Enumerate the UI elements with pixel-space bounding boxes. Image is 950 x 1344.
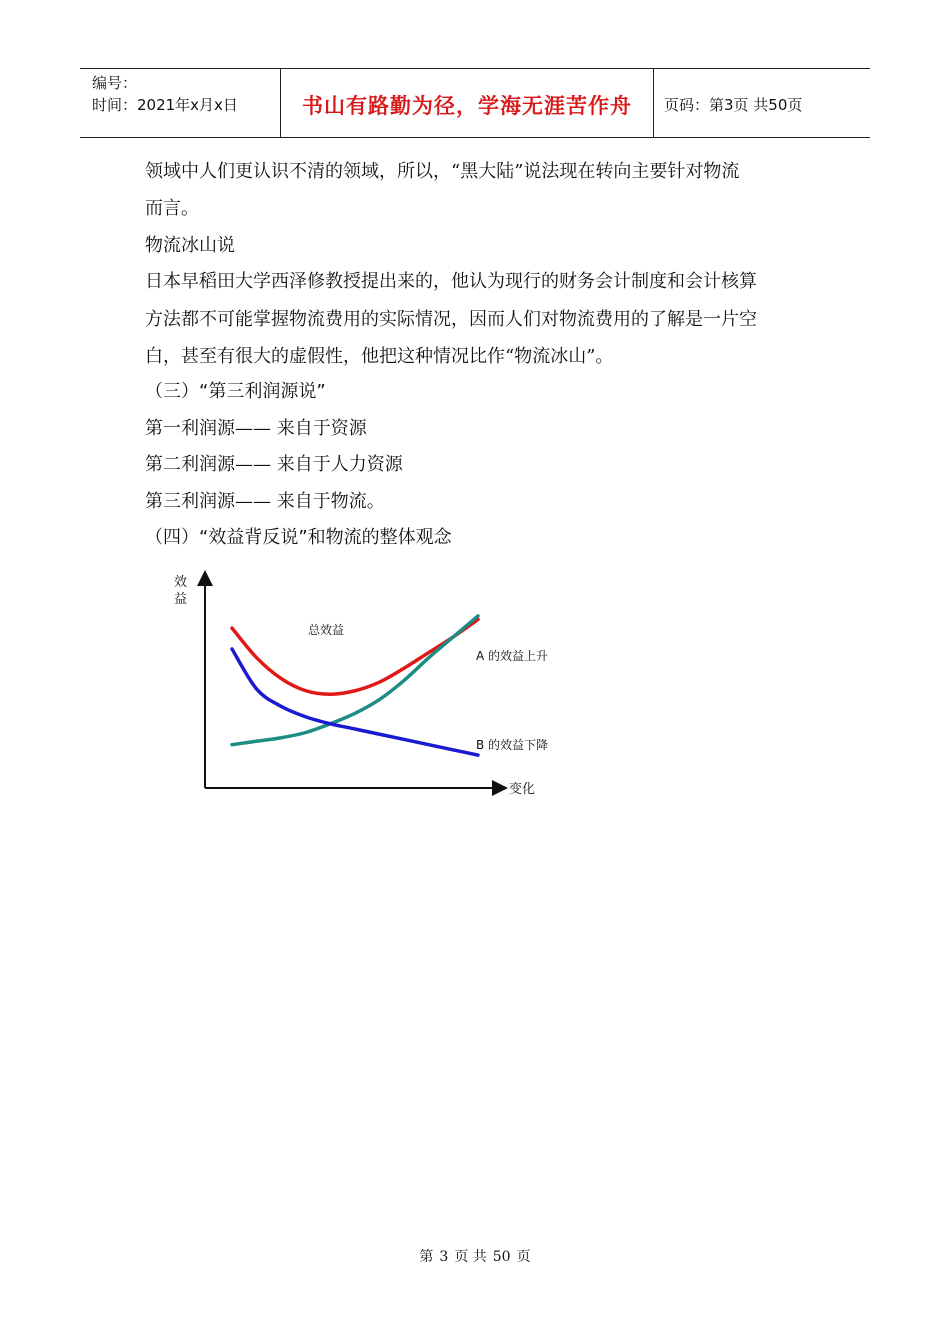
footer-prefix: 第 xyxy=(419,1249,434,1265)
paragraph-line: 领域中人们更认识不清的领域，所以，“黑大陆”说法现在转向主要针对物流 xyxy=(145,161,740,182)
footer-suffix: 页 xyxy=(516,1249,531,1265)
section-heading: （四）“效益背反说”和物流的整体观念 xyxy=(145,527,452,548)
list-item: 第二利润源—— 来自于人力资源 xyxy=(145,454,403,475)
series-line-1 xyxy=(232,619,478,694)
paragraph-line: 方法都不可能掌握物流费用的实际情况，因而人们对物流费用的了解是一片空 xyxy=(145,309,757,330)
footer-page-number: 3 xyxy=(439,1249,449,1265)
paragraph-line: 白，甚至有很大的虚假性，他把这种情况比作“物流冰山”。 xyxy=(145,346,614,367)
list-item: 第三利润源—— 来自于物流。 xyxy=(145,491,385,512)
series-layer xyxy=(232,616,478,755)
section-heading: 物流冰山说 xyxy=(145,235,235,256)
benefit-tradeoff-chart xyxy=(160,562,580,802)
page-header xyxy=(80,68,870,138)
footer-page-total: 50 xyxy=(492,1249,511,1265)
list-item: 第一利润源—— 来自于资源 xyxy=(145,418,367,439)
paragraph-line: 而言。 xyxy=(145,198,199,219)
x-axis-label: 变化 xyxy=(509,782,536,797)
section-heading: （三）“第三利润源说” xyxy=(145,381,326,402)
page-footer xyxy=(0,1246,950,1266)
series-label-3: B 的效益下降 xyxy=(476,738,549,752)
date-label: 时间：2021年x月x日 xyxy=(92,96,238,114)
series-line-2 xyxy=(232,616,478,745)
footer-mid: 页 共 xyxy=(454,1249,487,1265)
header-motto: 书山有路勤为径，学海无涯苦作舟 xyxy=(281,69,654,137)
series-label-2: A 的效益上升 xyxy=(476,649,549,663)
paragraph-line: 日本早稻田大学西泽修教授提出来的，他认为现行的财务会计制度和会计核算 xyxy=(145,271,757,292)
label-layer xyxy=(174,575,548,797)
y-axis-label: 效益 xyxy=(174,575,188,607)
header-page-info: 页码：第3页 共50页 xyxy=(664,95,803,114)
header-meta xyxy=(80,69,281,137)
series-label-1: 总效益 xyxy=(308,623,345,637)
number-label: 编号： xyxy=(92,74,138,92)
